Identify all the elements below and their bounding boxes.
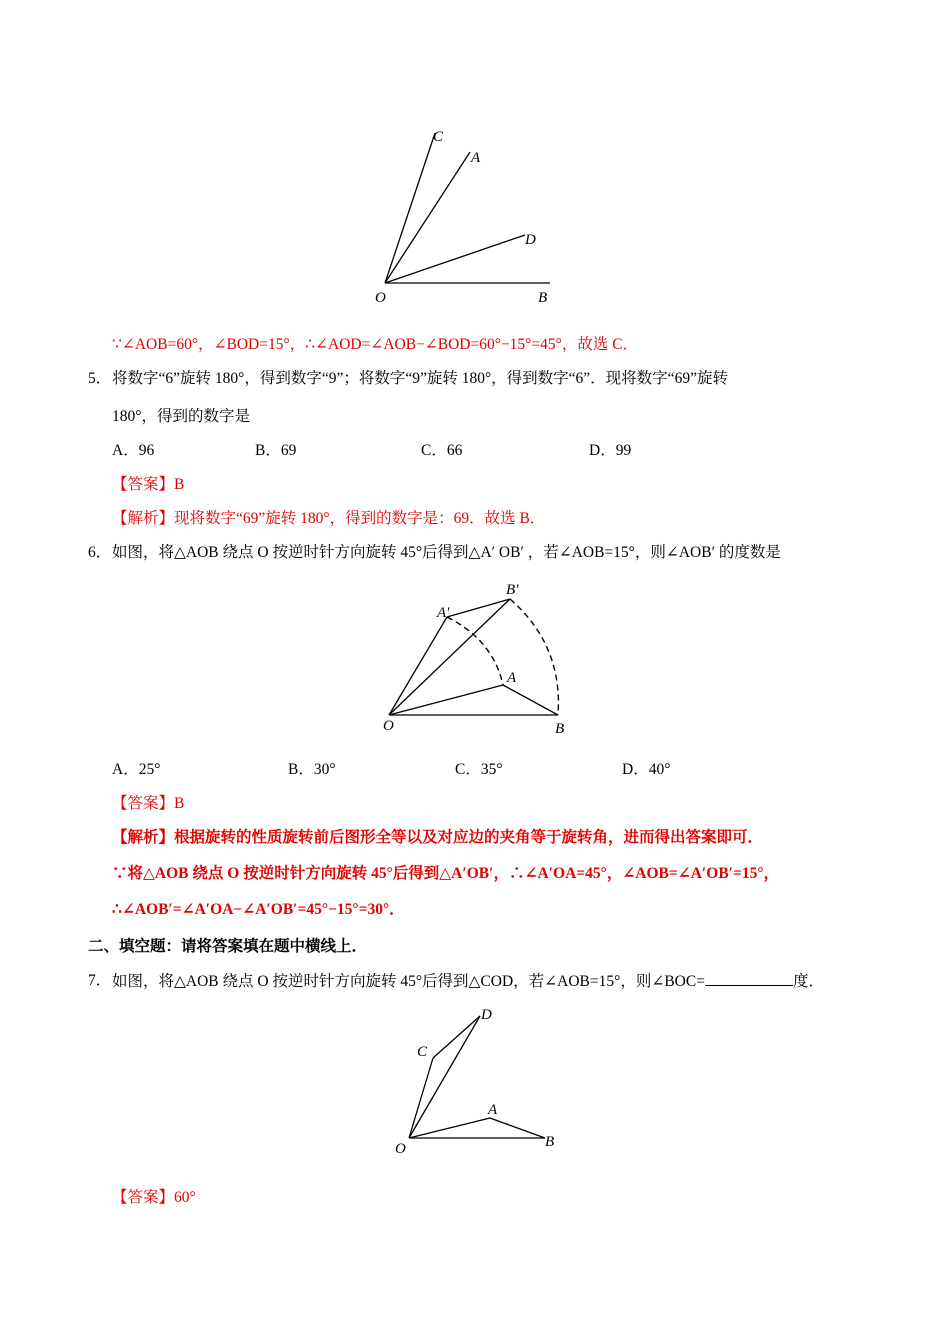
q7-text-after: 度．: [792, 973, 824, 990]
figure-angle-cod: [370, 125, 570, 310]
q5-option-c: C．66: [421, 442, 463, 459]
fig3-label-c: C: [417, 1044, 428, 1060]
q6-text: 如图，将△AOB 绕点 O 按逆时针方向旋转 45°后得到△A′ OB′ ，若∠AOB=15°，则∠AOB′ 的度数是: [112, 544, 781, 561]
q6-number: 6．: [88, 544, 112, 561]
q7-number: 7．: [88, 972, 112, 989]
q7-text-before: 如图，将△AOB 绕点 O 按逆时针方向旋转 45°后得到△COD，若∠AOB=15°，则∠BOC=: [112, 973, 705, 990]
q6-option-c: C．35°: [455, 761, 503, 778]
fig2-label-o: O: [383, 718, 394, 734]
fig3-label-b: B: [545, 1134, 555, 1150]
q5-analysis: 【解析】现将数字“69”旋转 180°，得到的数字是：69．故选 B．: [112, 510, 546, 527]
fig2-label-b: B: [555, 721, 565, 737]
fig3-label-a: A: [488, 1102, 498, 1118]
q7-text: [112, 971, 824, 992]
fig3-label-d: D: [481, 1007, 492, 1023]
q5-number: 5．: [88, 370, 112, 387]
q6-analysis-1: 【解析】根据旋转的性质旋转前后图形全等以及对应边的夹角等于旋转角，进而得出答案即可．: [112, 829, 764, 846]
q6-option-a: A．25°: [112, 761, 161, 778]
q5-option-b: B．69: [255, 442, 297, 459]
q6-option-d: D．40°: [622, 761, 671, 778]
q6-option-b: B．30°: [288, 761, 336, 778]
q6-answer: 【答案】B: [112, 795, 185, 812]
q7-answer-blank[interactable]: [705, 971, 793, 986]
fig2-label-b-prime: B′: [506, 582, 519, 598]
fig1-label-o: O: [375, 290, 386, 306]
q6-analysis-3: ∴∠AOB′=∠A′OA−∠A′OB′=45°−15°=30°．: [112, 901, 405, 918]
figure-rotation-aob: [375, 575, 585, 740]
fig1-label-c: C: [433, 129, 444, 145]
fig1-label-d: D: [525, 232, 536, 248]
fig1-label-a: A: [471, 150, 481, 166]
q5-answer: 【答案】B: [112, 476, 185, 493]
q7-answer: 【答案】60°: [112, 1189, 196, 1206]
figure-rotation-cod: [385, 1000, 575, 1165]
q5-option-d: D．99: [589, 442, 632, 459]
fig3-label-o: O: [395, 1141, 406, 1157]
q6-analysis-2: ∵将△AOB 绕点 O 按逆时针方向旋转 45°后得到△A′OB′，∴∠A′OA=45°，∠AOB=∠A′OB′=15°，: [112, 865, 780, 882]
fig1-label-b: B: [538, 290, 548, 306]
q4-solution: ∵∠AOB=60°，∠BOD=15°，∴∠AOD=∠AOB−∠BOD=60°−15°=45°，故选 C．: [112, 336, 639, 353]
q5-text-1: 将数字“6”旋转 180°，得到数字“9”；将数字“9”旋转 180°，得到数字“6”．现将数字“69”旋转: [112, 370, 728, 387]
fig2-label-a-prime: A′: [437, 605, 450, 621]
section-fill-in-blank-heading: 二、填空题：请将答案填在题中横线上．: [88, 938, 368, 955]
q5-option-a: A．96: [112, 442, 155, 459]
fig2-label-a: A: [507, 670, 517, 686]
q5-text-2: 180°，得到的数字是: [112, 408, 250, 425]
